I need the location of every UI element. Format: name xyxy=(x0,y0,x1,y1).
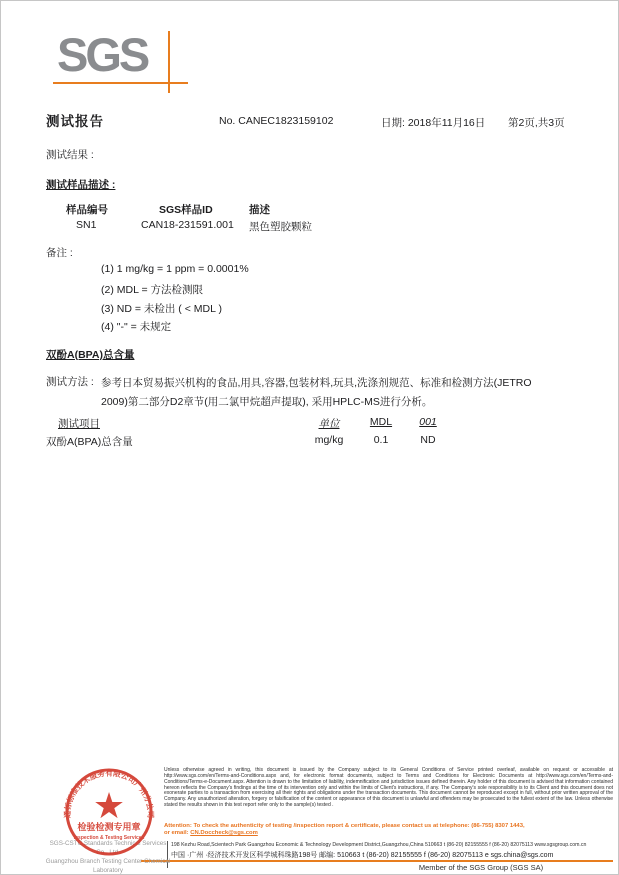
address-english: 198 Kezhu Road,Scientech Park Guangzhou Economic & Technology Development District,Guangzhou,China 510663 t (86-20) 82155555 f (86-20) 82075113 www.sgsgroup.com.cn xyxy=(171,842,587,848)
unit-header: 单位 xyxy=(318,418,340,430)
company-line2: Guangzhou Branch Testing Center Chemical Laboratory xyxy=(45,858,171,874)
sgs-group-membership-text: Member of the SGS Group (SGS SA) xyxy=(418,863,544,872)
report-date: 日期: 2018年11月16日 xyxy=(381,117,486,129)
unit-value: mg/kg xyxy=(314,434,344,446)
sample-no-value: SN1 xyxy=(76,219,97,231)
description-header: 描述 xyxy=(249,204,270,216)
company-line1: SGS-CSTC Standards Technical Services Co., Ltd. xyxy=(49,840,167,856)
sample-001-header: 001 xyxy=(419,416,437,428)
mdl-header: MDL xyxy=(369,416,393,428)
stamp-star-icon: ★ xyxy=(92,785,126,826)
authenticity-attention-text xyxy=(164,823,613,837)
legal-disclaimer-text: Unless otherwise agreed in writing, this document is issued by the Company subject to its General Conditions of Service printed overleaf, available on request or accessible at http://www.sgs.com/en/Terms-and-Conditions.aspx and, for electronic format documents, subject to Terms and Conditions for Electronic Documents at http://www.sgs.com/en/Terms-and-Conditions/Terms-e-Document.aspx. Attention is drawn to the limitation of liability, indemnification and jurisdiction issues defined therein. Any holder of this document is advised that information contained hereon reflects the Company's findings at the time of its intervention only and within the limits of Client's instructions, if any. The Company's sole responsibility is to its Client and this document does not exonerate parties to a transaction from exercising all their rights and obligations under the transaction documents. This document cannot be reproduced except in full, without prior written approval of the Company. Any unauthorized alteration, forgery or falsification of the content or appearance of this document is unlawful and offenders may be prosecuted to the fullest extent of the law. Unless otherwise stated the results shown in this test report refer only to the sample(s) tested . xyxy=(164,767,613,809)
footer-orange-rule xyxy=(141,860,613,862)
sample-description-heading: 测试样品描述 : xyxy=(46,179,116,191)
mdl-value: 0.1 xyxy=(373,434,389,446)
address-chinese: 中国 ·广州 ·经济技术开发区科学城科珠路198号 邮编: 510663 t (86-20) 82155555 f (86-20) 82075113 e sgs.china@sgs.com xyxy=(171,852,554,859)
notes-heading: 备注 : xyxy=(46,247,73,259)
note-item: (2) MDL = 方法检测限 xyxy=(101,284,203,296)
note-item: (1) 1 mg/kg = 1 ppm = 0.0001% xyxy=(101,263,249,275)
page-title: 测试报告 xyxy=(46,114,104,129)
doccheck-email-link[interactable]: CN.Doccheck@sgs.com xyxy=(190,830,258,836)
logo-horizontal-rule xyxy=(53,82,188,84)
test-method-label: 测试方法 : xyxy=(46,376,94,388)
test-method-text: 参考日本贸易振兴机构的食品,用具,容器,包装材料,玩具,洗涤剂规范、标准和检测方法(JETRO 2009)第二部分D2章节(用二氯甲烷超声提取), 采用HPLC-MS进行分析。 xyxy=(101,377,532,408)
note-item: (3) ND = 未检出 ( < MDL ) xyxy=(101,303,222,315)
attention-line2-prefix: or email: xyxy=(164,830,191,836)
attention-line1: Attention: To check the authenticity of testing /inspection report & certificate, please contact us at telephone: (86-755) 8307 1443, xyxy=(164,823,525,829)
note-item: (4) "-" = 未规定 xyxy=(101,321,172,333)
inspection-testing-stamp-icon xyxy=(59,765,159,860)
bpa-section-heading: 双酚A(BPA)总含量 xyxy=(46,349,135,361)
sgs-sample-id-value: CAN18-231591.001 xyxy=(141,219,234,231)
stamp-title-en: Inspection & Testing Services xyxy=(73,835,145,841)
test-item-value: 双酚A(BPA)总含量 xyxy=(46,436,133,448)
sample-no-header: 样品编号 xyxy=(66,204,108,216)
stamp-title-cn: 检验检测专用章 xyxy=(77,822,141,832)
stamp-ring-text: 通标标准技术服务有限公司广州分公司 xyxy=(62,768,156,819)
test-result-label: 测试结果 : xyxy=(46,149,94,161)
sgs-sample-id-header: SGS样品ID xyxy=(159,204,213,216)
sgs-logo: SGS xyxy=(57,28,148,81)
test-item-header: 测试项目 xyxy=(58,418,100,430)
description-value: 黑色塑胶颗粒 xyxy=(249,221,312,233)
result-value: ND xyxy=(420,434,436,446)
report-number: No. CANEC1823159102 xyxy=(219,115,334,127)
page-indicator: 第2页,共3页 xyxy=(508,117,565,129)
